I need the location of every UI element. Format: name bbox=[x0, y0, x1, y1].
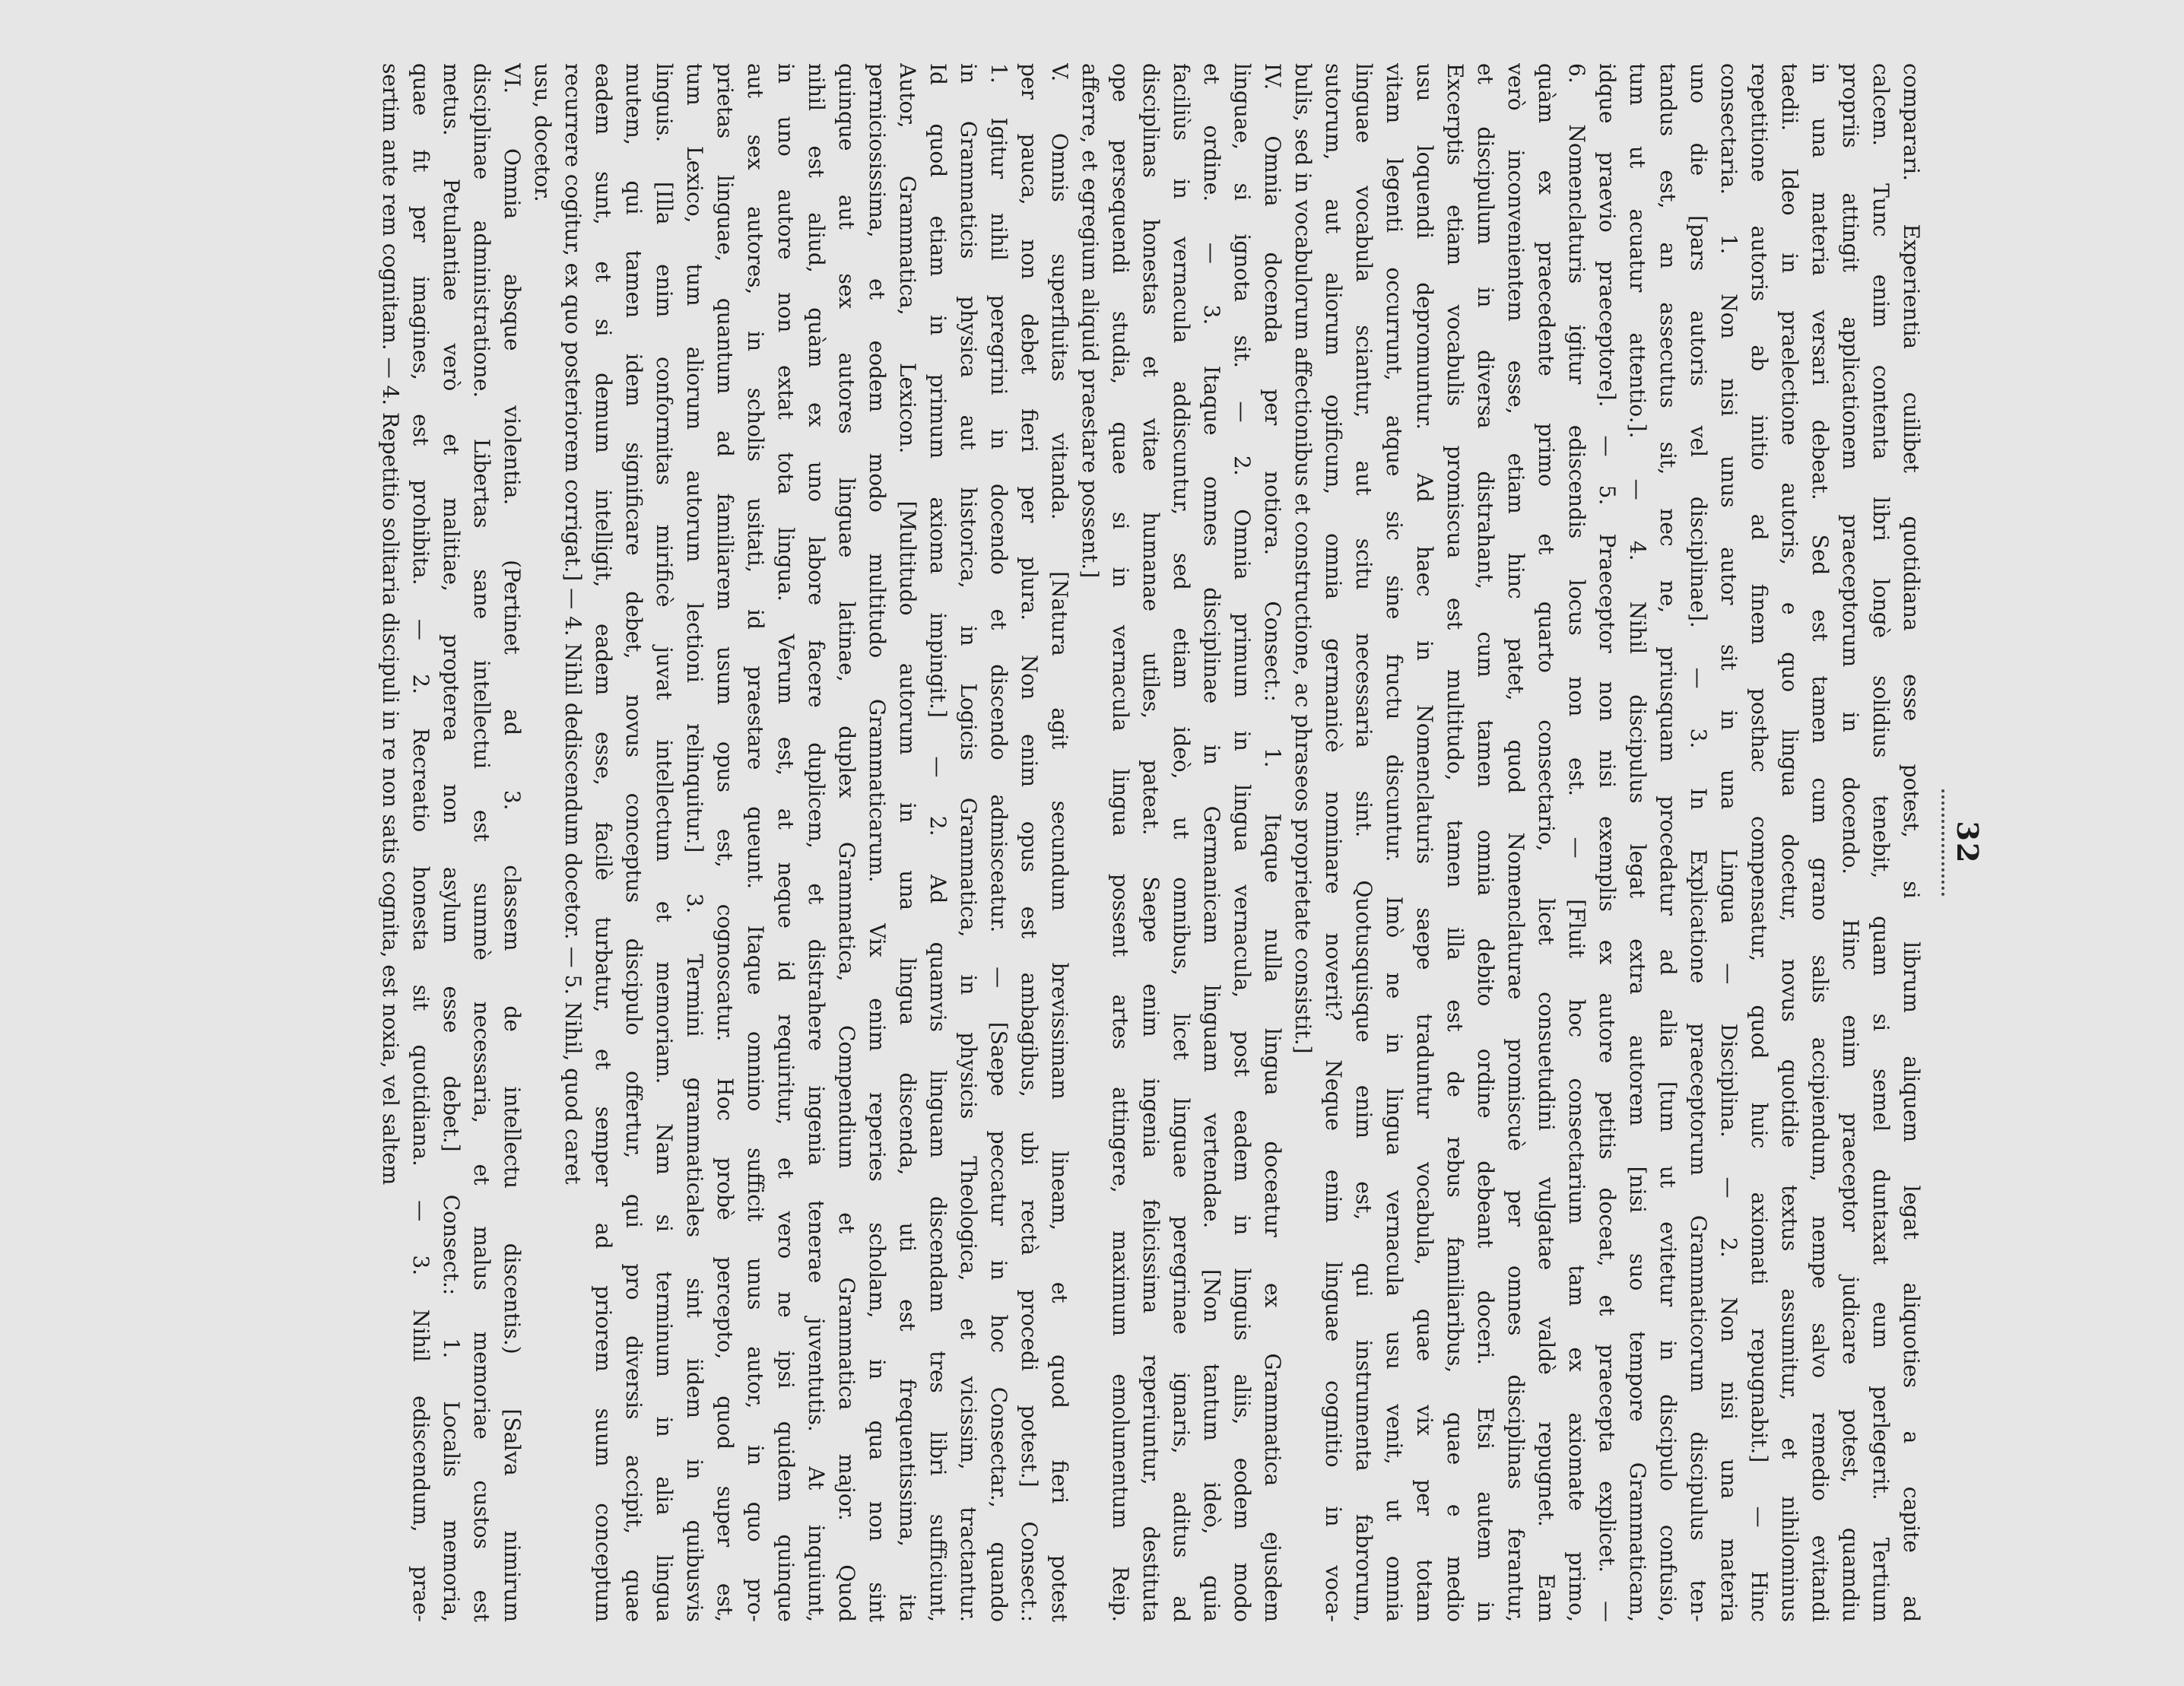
text-line: faciliùs in vernacula addiscuntur, sed etiam ideò, ut omnibus, licet linguae peregrinae ignaris, aditus ad bbox=[1169, 63, 1194, 1622]
text-line: disciplinas honestas et vitae humanae utiles, pateat. Saepe enim ingenia felicissima reperiuntur, destituta bbox=[1138, 63, 1163, 1622]
text-line: per pauca, non debet fieri per plura. Non enim opus est ambagibus, ubi rectà procedi potest.] Consect.: bbox=[1017, 63, 1042, 1622]
text-line: Excerptis etiam vocabulis promiscua est multitudo, tamen illa est de rebus familiaribus, quae e medio bbox=[1443, 63, 1468, 1622]
text-line: repetitione autoris ab initio ad finem posthac compensatur, quod huic axiomati repugnabit.] — Hinc bbox=[1747, 63, 1772, 1622]
text-line: eadem sunt, et si demum intelligit, eadem esse, facilè turbatur, et semper ad priorem suum conceptum bbox=[591, 63, 616, 1622]
text-line: IV. Omnia docenda per notiora. Consect.: 1. Itaque nulla lingua doceatur ex Grammatica ejusdem bbox=[1260, 63, 1285, 1622]
text-line: quae fit per imagines, est prohibita. — 2. Recreatio honesta sit quotidiana. — 3. Nihil ediscendum, prae- bbox=[408, 63, 433, 1622]
text-line: in Grammaticis physica aut historica, in Logicis Grammatica, in physicis Theologica, et vicissim, tractantur. bbox=[956, 63, 981, 1622]
text-line: linguis. [Illa enim conformitas mirificè juvat intellectum et memoriam. Nam si terminum in alia lingua bbox=[652, 63, 677, 1622]
text-line: taedii. Ideo in praelectione autoris, e quo lingua docetur, novus quotidie textus assumitur, et nihilominus bbox=[1777, 63, 1802, 1622]
text-line: vitam legenti occurrunt, atque sic sine fructu discuntur. Imò ne in lingua vernacula usu venit, ut omnia bbox=[1382, 63, 1407, 1622]
text-line: propriis attingit applicationem praeceptorum in docendo. Hinc enim praeceptor judicare potest, quamdiu bbox=[1838, 63, 1863, 1622]
text-line: usu loquendi depromuntur. Ad haec in Nomenclaturis saepe traduntur vocabula, quae vix per totam bbox=[1412, 63, 1437, 1622]
rotated-text-block bbox=[190, 63, 1985, 1622]
text-line: 6. Nomenclaturis igitur ediscendis locus non est. — [Fluit hoc consectarium tam ex axiomate primo, bbox=[1564, 63, 1589, 1622]
text-line: consectaria. 1. Non nisi unus autor sit in una Lingua — Disciplina. — 2. Non nisi una materia bbox=[1716, 63, 1741, 1622]
text-line: Autor, Grammatica, Lexicon. [Multitudo autorum in una lingua discenda, uti est frequentissima, ita bbox=[895, 63, 920, 1622]
text-line: calcem. Tunc enim contenta libri longè solidius tenebit, quam si semel duntaxat eum perlegerit. Tertium bbox=[1868, 63, 1894, 1622]
text-line: disciplinae administratione. Libertas sane intellectui est summè necessaria, et malus memoriae custos est bbox=[469, 63, 494, 1622]
text-line: quàm ex praecedente primo et quarto consectario, licet consuetudini vulgatae valdè repugnet. Eam bbox=[1534, 63, 1559, 1622]
text-line: prietas linguae, quantum ad familiarem usum opus est, cognoscatur. Hoc probè percepto, quod super est, bbox=[713, 63, 738, 1622]
page-header bbox=[1941, 63, 1985, 1622]
text-line: et discipulum in diversa distrahant, cum tamen omnia debito ordine debeant doceri. Etsi autem in bbox=[1473, 63, 1498, 1622]
text-line: in uno autore non extat tota lingua. Verum est, at neque id requiritur, et vero ne ipsi quidem quinque bbox=[773, 63, 798, 1622]
text-line: 1. Igitur nihil peregrini in docendo et discendo admisceatur. — [Saepe peccatur in hoc Consectar., quando bbox=[986, 63, 1011, 1622]
text-line: et ordine. — 3. Itaque omnes disciplinae in Germanicam linguam vertendae. [Non tantum ideò, quia bbox=[1199, 63, 1224, 1622]
text-line: verò inconvenientem esse, etiam hinc patet, quod Nomenclaturae promiscuè per omnes disciplinas ferantur, bbox=[1503, 63, 1528, 1622]
text-line: afferre, et egregium aliquid praestare possent.] bbox=[1078, 63, 1103, 579]
text-line: aut sex autores, in scholis usitati, id praestare queunt. Itaque omnino sufficit unus autor, in quo pro- bbox=[743, 63, 768, 1622]
body-text bbox=[375, 63, 1926, 1622]
text-line: nihil est aliud, quàm ex uno labore facere duplicem, et distrahere ingenia tenerae juventutis. At inquiunt, bbox=[804, 63, 829, 1622]
text-line: V. Omnis superfluitas vitanda. [Natura agit secundum brevissimam lineam, et quod fieri potest bbox=[1047, 63, 1072, 1622]
text-line: sertim ante rem cognitam. — 4. Repetitio solitaria discipuli in re non satis cognita, est noxia, vel saltem bbox=[378, 63, 403, 1186]
text-line: tum ut acuatur attentio.]. — 4. Nihil discipulus legat extra autorem [nisi suo tempore Grammaticam, bbox=[1625, 63, 1650, 1622]
text-line: uno die [pars autoris vel disciplinae]. — 3. In Explicatione praeceptorum Grammaticorum discipulus ten- bbox=[1686, 63, 1711, 1622]
text-line: sutorum, aut aliorum opificum, omnia germanicè nominare noverit? Neque enim linguae cognitio in voca- bbox=[1321, 63, 1346, 1622]
text-line: quinque aut sex autores linguae latinae, duplex Grammatica, Compendium et Grammatica major. Quod bbox=[834, 63, 859, 1622]
text-line: metus. Petulantiae verò et malitiae, propterea non asylum esse debet.] Consect.: 1. Localis memoria, bbox=[439, 63, 464, 1622]
text-line: Id quod etiam in primum axioma impingit.] — 2. Ad quamvis linguam discendam tres libri sufficiunt, bbox=[925, 63, 951, 1622]
text-line: mutem, qui tamen idem significare debet, novus conceptus discipulo offertur, qui pro diversis accipit, quae bbox=[621, 63, 646, 1622]
page-number: 32 bbox=[1951, 821, 1985, 865]
text-line: idque praevio praeceptore]. — 5. Praeceptor non nisi exemplis ex autore petitis doceat, et praecepta explicet. — bbox=[1595, 63, 1620, 1622]
text-line: VI. Omnia absque violentia. (Pertinet ad 3. classem de intellectu discentis.) [Salva nimirum bbox=[500, 63, 525, 1622]
text-line: tandus est, an assecutus sit, nec ne, priusquam procedatur ad alia [tum ut evitetur in discipulo confusio, bbox=[1655, 63, 1681, 1622]
text-line: tum Lexico, tum aliorum autorum lectioni relinquitur.] 3. Termini grammaticales sint iidem in quibusvis bbox=[682, 63, 707, 1622]
text-line: linguae vocabula sciantur, aut scitu necessaria sint. Quotusquisque enim est, qui instrumenta fabrorum, bbox=[1351, 63, 1376, 1622]
text-line: perniciosissima, et eodem modo multitudo Grammaticarum. Vix enim reperies scholam, in qua non sint bbox=[865, 63, 890, 1622]
text-line: ope persequendi studia, quae si in vernacula lingua possent artes attingere, maximum emolumentum Reip. bbox=[1108, 63, 1133, 1622]
text-line: bulis, sed in vocabulorum affectionibus et constructione, ac phraseos proprietate consistit.] bbox=[1290, 63, 1316, 1054]
text-line: recurrere cogitur, ex quo posteriorem corrigat.] — 4. Nihil dediscendum docetor. — 5. Nihil, quod caret bbox=[560, 63, 586, 1185]
text-line: in una materia versari debeat. Sed est tamen cum grano salis accipiendum, nempe salvo remedio evitandi bbox=[1808, 63, 1833, 1622]
text-line: usu, docetor. bbox=[530, 63, 555, 202]
decorative-rule bbox=[1941, 789, 1944, 896]
text-line: linguae, si ignota sit. — 2. Omnia primum in lingua vernacula, post eadem in linguis aliis, eodem modo bbox=[1230, 63, 1255, 1622]
text-line: comparari. Experientia cuilibet quotidiana esse potest, si librum aliquem legat aliquoties a capite ad bbox=[1899, 63, 1924, 1622]
